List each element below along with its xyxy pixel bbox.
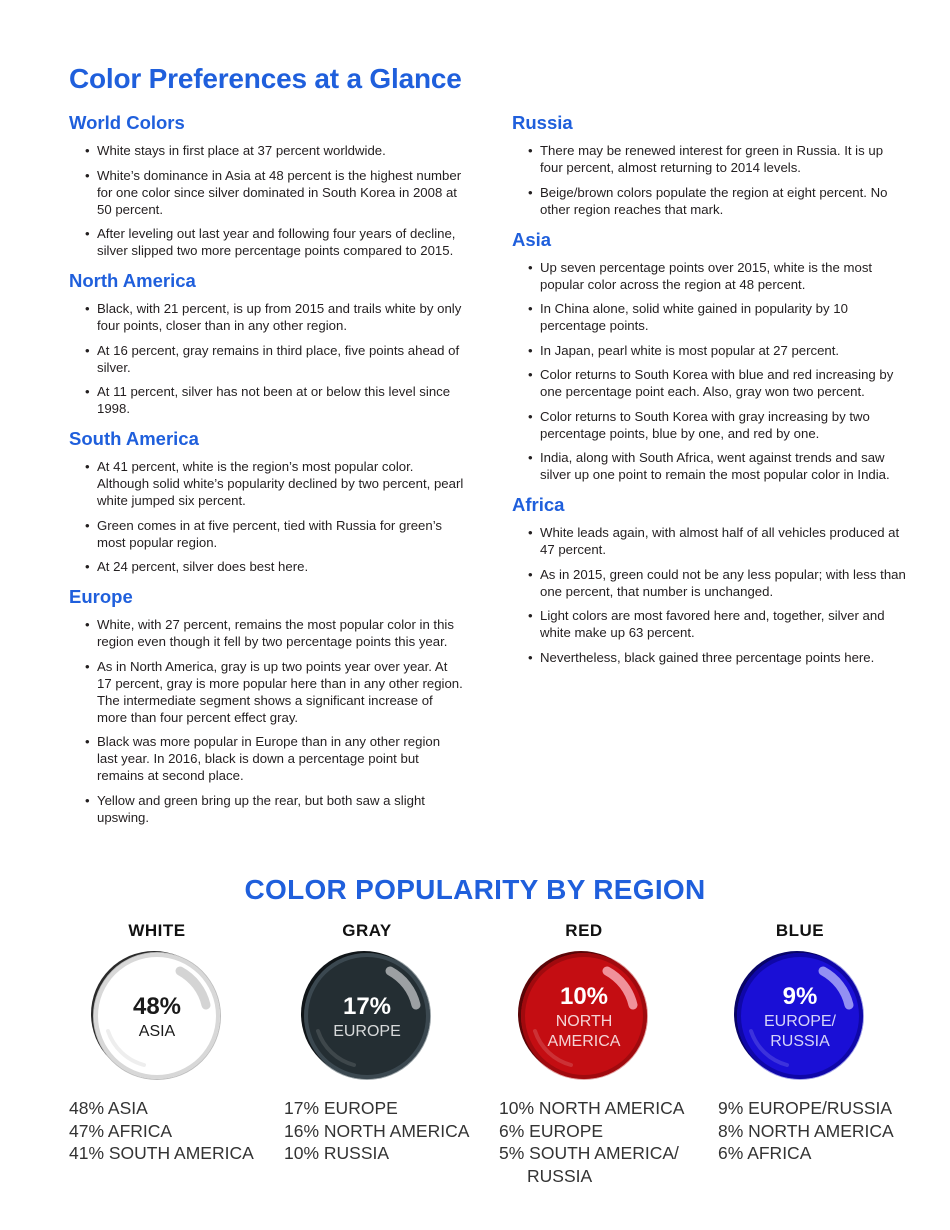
list-item: • India, along with South Africa, went against trends and saw silver up one point to remain the most popular color in India.: [512, 449, 907, 483]
color-region: AMERICA: [547, 1033, 621, 1050]
color-label: BLUE: [775, 921, 825, 940]
color-label: RED: [565, 921, 603, 940]
list-item: • Yellow and green bring up the rear, but both saw a slight upswing.: [69, 792, 464, 826]
stat-line: RUSSIA: [527, 1165, 593, 1186]
color-card-red: [494, 918, 674, 1079]
stat-line: 6% AFRICA: [718, 1143, 812, 1163]
section-europe: [69, 585, 464, 826]
section-africa: [512, 493, 907, 666]
list-item: • There may be renewed interest for green in Russia. It is up four percent, almost returning to 2014 levels.: [512, 142, 907, 176]
popularity-heading: COLOR POPULARITY BY REGION: [244, 874, 706, 905]
stat-line: 17% EUROPE: [284, 1098, 398, 1118]
list-item: • White’s dominance in Asia at 48 percent is the highest number for one color since silver dominated in South Korea in 2008 at 50 percent.: [69, 167, 464, 218]
color-card-blue: [710, 918, 890, 1079]
stat-line: 41% SOUTH AMERICA: [69, 1143, 254, 1163]
list-item: • Color returns to South Korea with gray increasing by two percentage points, blue by one, and red by one.: [512, 408, 907, 442]
list-item: • As in North America, gray is up two points year over year. At 17 percent, gray is more popular here than in any other region. The intermediate segment shows a significant increase of more than four percent effect gray.: [69, 658, 464, 726]
stats-blue: [718, 1097, 894, 1165]
list-item: • In Japan, pearl white is most popular at 27 percent.: [512, 342, 907, 359]
section-heading: Asia: [512, 228, 552, 250]
bullet-list: [512, 142, 907, 218]
page-title: Color Preferences at a Glance: [69, 63, 462, 94]
color-region: EUROPE: [333, 1023, 401, 1040]
stat-line: 9% EUROPE/RUSSIA: [718, 1098, 893, 1118]
stat-line: 10% RUSSIA: [284, 1143, 390, 1163]
list-item: • Light colors are most favored here and, together, silver and white make up 63 percent.: [512, 607, 907, 641]
section-world-colors: [69, 111, 464, 259]
bullet-list: [69, 616, 464, 826]
color-percent: 9%: [782, 983, 818, 1010]
list-item: • At 16 percent, gray remains in third place, five points ahead of silver.: [69, 342, 464, 376]
color-circle-blue: [737, 953, 863, 1079]
section-asia: [512, 228, 907, 484]
color-circle-gray: [304, 953, 430, 1079]
section-south-america: [69, 427, 464, 575]
list-item: • Black was more popular in Europe than in any other region last year. In 2016, black is down a percentage point but remains at second place.: [69, 733, 464, 784]
stat-line: 8% NORTH AMERICA: [718, 1120, 894, 1141]
color-circle-red: [521, 953, 647, 1079]
stats-red: [499, 1097, 684, 1187]
stat-line: 5% SOUTH AMERICA/: [499, 1143, 679, 1163]
list-item: • White, with 27 percent, remains the most popular color in this region even though it fell by two percentage points this year.: [69, 616, 464, 650]
stat-line: 10% NORTH AMERICA: [499, 1098, 685, 1118]
section-heading: World Colors: [69, 112, 185, 133]
color-percent: 17%: [342, 993, 392, 1020]
color-label: WHITE: [128, 921, 186, 940]
list-item: • White stays in first place at 37 percent worldwide.: [69, 142, 464, 159]
color-region: EUROPE/: [763, 1013, 836, 1030]
color-percent: 10%: [559, 983, 609, 1010]
list-item: • In China alone, solid white gained in popularity by 10 percentage points.: [512, 300, 907, 334]
color-region: RUSSIA: [770, 1033, 830, 1050]
color-card-white: [67, 918, 247, 1079]
bullet-list: [512, 259, 907, 484]
color-card-gray: [277, 918, 457, 1079]
right-column: [512, 111, 907, 676]
list-item: • Green comes in at five percent, tied with Russia for green’s most popular region.: [69, 517, 464, 551]
stats-white: [69, 1097, 254, 1165]
color-percent: 48%: [132, 993, 182, 1020]
list-item: • Color returns to South Korea with blue and red increasing by one percentage point each. Also, gray won two percent.: [512, 366, 907, 400]
color-region: NORTH: [555, 1013, 613, 1030]
bullet-list: [69, 142, 464, 259]
list-item: • Black, with 21 percent, is up from 2015 and trails white by only four points, closer than in any other region.: [69, 300, 464, 334]
list-item: • Beige/brown colors populate the region at eight percent. No other region reaches that mark.: [512, 184, 907, 218]
list-item: • As in 2015, green could not be any less popular; with less than one percent, that number is unchanged.: [512, 566, 907, 600]
section-heading: Africa: [512, 494, 565, 515]
bullet-list: [69, 300, 464, 417]
bullet-list: [512, 524, 907, 666]
color-circle-white: [94, 953, 220, 1079]
section-russia: [512, 111, 907, 218]
bullet-list: [69, 458, 464, 575]
color-label: GRAY: [342, 921, 392, 940]
list-item: • Nevertheless, black gained three percentage points here.: [512, 649, 907, 666]
stat-line: 16% NORTH AMERICA: [284, 1120, 470, 1141]
list-item: • Up seven percentage points over 2015, white is the most popular color across the region at 48 percent.: [512, 259, 907, 293]
section-heading: Europe: [69, 586, 133, 607]
color-region: ASIA: [138, 1023, 176, 1040]
section-heading: North America: [69, 270, 196, 291]
list-item: • White leads again, with almost half of all vehicles produced at 47 percent.: [512, 524, 907, 558]
list-item: • After leveling out last year and following four years of decline, silver slipped two more percentage points compared to 2015.: [69, 225, 464, 259]
section-north-america: [69, 269, 464, 417]
list-item: • At 24 percent, silver does best here.: [69, 558, 464, 575]
section-heading: Russia: [512, 112, 573, 133]
stats-gray: [284, 1097, 469, 1165]
left-column: [69, 111, 464, 836]
section-heading: South America: [69, 428, 199, 449]
list-item: • At 11 percent, silver has not been at or below this level since 1998.: [69, 383, 464, 417]
stat-line: 6% EUROPE: [499, 1120, 604, 1141]
stat-line: 47% AFRICA: [69, 1120, 173, 1141]
list-item: • At 41 percent, white is the region’s most popular color. Although solid white’s popularity declined by two percent, pearl white jumped six percent.: [69, 458, 464, 509]
stat-line: 48% ASIA: [69, 1098, 148, 1118]
